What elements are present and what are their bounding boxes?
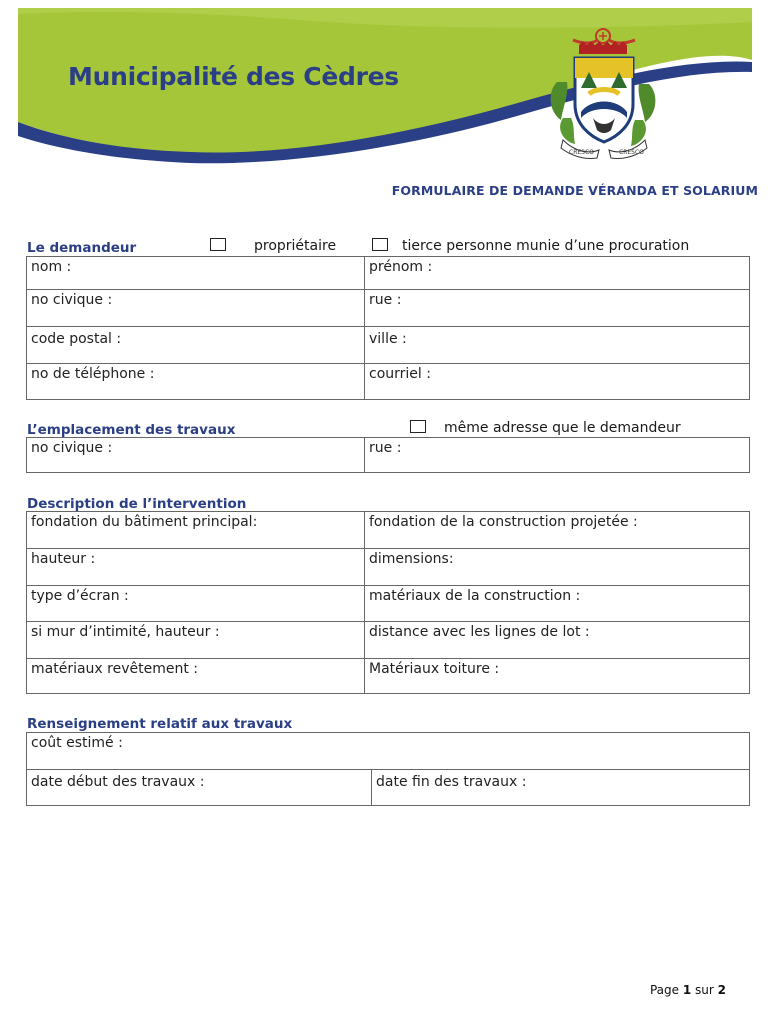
- prenom-field[interactable]: prénom :: [365, 257, 750, 290]
- description-table: [26, 511, 750, 694]
- table-row: [27, 622, 750, 659]
- section-title-renseignement: Renseignement relatif aux travaux: [27, 716, 293, 732]
- roofing-materials-field[interactable]: Matériaux toiture :: [365, 659, 750, 694]
- start-date-field[interactable]: date début des travaux :: [27, 770, 372, 806]
- table-row: [27, 512, 750, 549]
- city-field[interactable]: ville :: [365, 327, 750, 364]
- screen-type-field[interactable]: type d’écran :: [27, 586, 365, 622]
- street-field[interactable]: rue :: [365, 290, 750, 327]
- table-row: [27, 257, 750, 290]
- table-row: [27, 438, 750, 473]
- work-civic-number-field[interactable]: no civique :: [27, 438, 365, 473]
- page-number: [650, 983, 726, 997]
- proxy-option-label: tierce personne munie d’une procuration: [402, 238, 690, 254]
- email-field[interactable]: courriel :: [365, 364, 750, 400]
- table-row: [27, 549, 750, 586]
- nom-field[interactable]: nom :: [27, 257, 365, 290]
- privacy-wall-height-field[interactable]: si mur d’intimité, hauteur :: [27, 622, 365, 659]
- civic-number-field[interactable]: no civique :: [27, 290, 365, 327]
- same-address-option[interactable]: [410, 420, 681, 436]
- org-name: Municipalité des Cèdres: [68, 62, 399, 91]
- table-row: [27, 364, 750, 400]
- renseignement-table: [26, 732, 750, 806]
- same-address-label: même adresse que le demandeur: [444, 420, 681, 436]
- owner-option[interactable]: [210, 238, 336, 254]
- demandeur-table: [26, 256, 750, 400]
- estimated-cost-field[interactable]: coût estimé :: [27, 733, 750, 770]
- form-title: FORMULAIRE DE DEMANDE VÉRANDA ET SOLARIUM: [391, 183, 758, 198]
- owner-option-label: propriétaire: [254, 238, 337, 254]
- proxy-checkbox[interactable]: [372, 238, 388, 251]
- construction-materials-field[interactable]: matériaux de la construction :: [365, 586, 750, 622]
- height-field[interactable]: hauteur :: [27, 549, 365, 586]
- postal-code-field[interactable]: code postal :: [27, 327, 365, 364]
- page-current: 1: [682, 983, 692, 997]
- section-title-emplacement: L’emplacement des travaux: [27, 422, 236, 438]
- lot-line-distance-field[interactable]: distance avec les lignes de lot :: [365, 622, 750, 659]
- work-street-field[interactable]: rue :: [365, 438, 750, 473]
- same-address-checkbox[interactable]: [410, 420, 426, 433]
- table-row: [27, 659, 750, 694]
- crest-motto-left: CRESCO: [569, 149, 594, 156]
- page-sep: sur: [691, 983, 718, 997]
- table-row: [27, 733, 750, 770]
- cladding-materials-field[interactable]: matériaux revêtement :: [27, 659, 365, 694]
- emplacement-table: [26, 437, 750, 473]
- owner-checkbox[interactable]: [210, 238, 226, 251]
- table-row: [27, 327, 750, 364]
- table-row: [27, 290, 750, 327]
- phone-field[interactable]: no de téléphone :: [27, 364, 365, 400]
- municipal-crest-icon: [545, 22, 665, 162]
- end-date-field[interactable]: date fin des travaux :: [372, 770, 750, 806]
- table-row: [27, 770, 750, 806]
- page-prefix: Page: [649, 983, 683, 997]
- section-title-demandeur: Le demandeur: [27, 240, 137, 256]
- table-row: [27, 586, 750, 622]
- page-total: 2: [717, 983, 726, 997]
- main-foundation-field[interactable]: fondation du bâtiment principal:: [27, 512, 365, 549]
- crest-motto-right: CRESCO: [619, 149, 644, 156]
- dimensions-field[interactable]: dimensions:: [365, 549, 750, 586]
- section-title-description: Description de l’intervention: [27, 496, 247, 512]
- proxy-option[interactable]: [372, 238, 689, 254]
- project-foundation-field[interactable]: fondation de la construction projetée :: [365, 512, 750, 549]
